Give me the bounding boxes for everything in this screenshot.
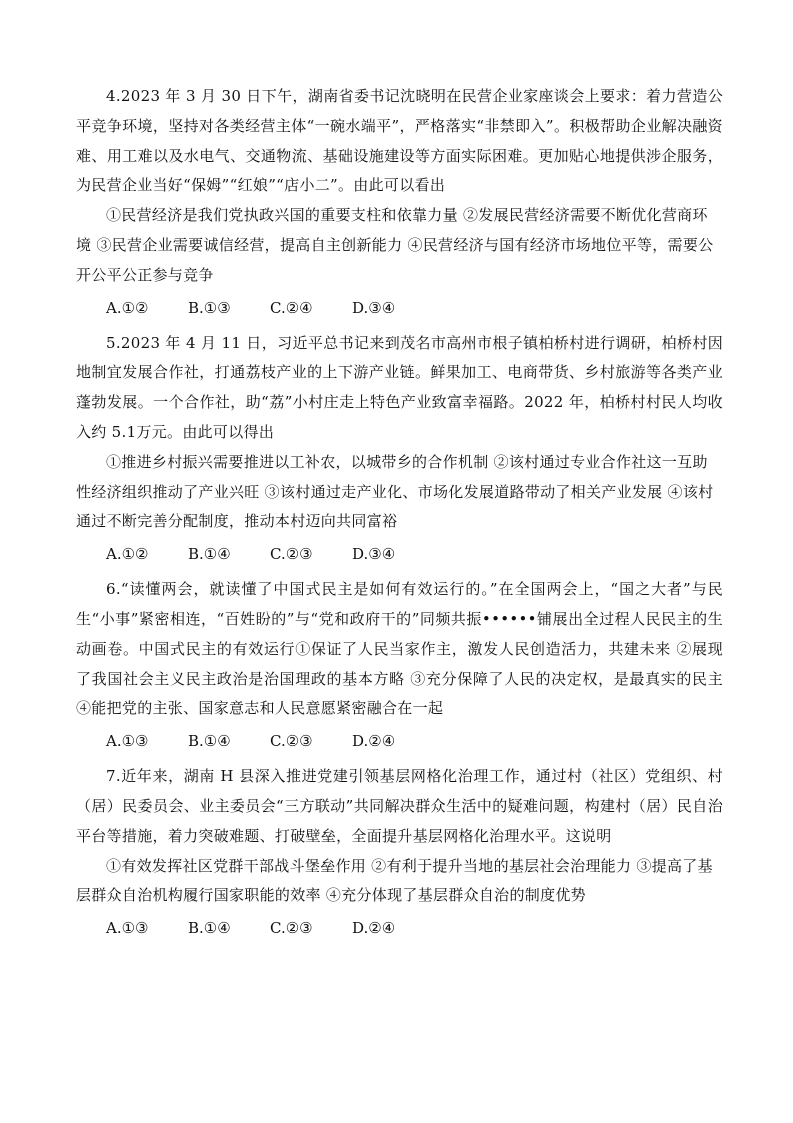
choice-a: A.①② (106, 545, 149, 564)
choice-a: A.①③ (106, 919, 149, 938)
choice-d: D.③④ (352, 545, 396, 564)
choice-c: C.②③ (270, 732, 313, 751)
question-5 (76, 329, 723, 570)
answer-choices (76, 726, 723, 756)
question-stem: 7.近年来，湖南 H 县深入推进党建引领基层网格化治理工作，通过村（社区）党组织、村（居）民委员会、业主委员会“三方联动”共同解决群众生活中的疑难问题，构建村（居）民自治平台等措施，着力突破难题、打破壁垒，全面提升基层网格化治理水平。这说明 (76, 767, 723, 845)
choice-c: C.②④ (270, 298, 313, 317)
choice-a: A.①② (106, 298, 149, 317)
question-stem: 6.“读懂两会，就读懂了中国式民主是如何有效运行的。”在全国两会上，“国之大者”与民生“小事”紧密相连，“百姓盼的”与“党和政府干的”同频共振••••••铺展出全过程人民民主的生动画卷。中国式民主的有效运行①保证了人民当家作主，激发人民创造活力，共建未来 ②展现了我国社会主义民主政治是治国理政的基本方略 ③充分保障了人民的决定权，是最真实的民主 ④能把党的主张、国家意志和人民意愿紧密融合在一起 (76, 580, 723, 718)
question-stem: 5.2023 年 4 月 11 日，习近平总书记来到茂名市高州市根子镇柏桥村进行调研，柏桥村因地制宜发展合作社，打通荔枝产业的上下游产业链。鲜果加工、电商带货、乡村旅游等各类产业蓬勃发展。一个合作社，助“荔”小村庄走上特色产业致富幸福路。2022 年，柏桥村村民人均收入约 5.1万元。由此可以得出 (76, 333, 723, 441)
answer-choices (76, 539, 723, 569)
choice-d: D.③④ (352, 298, 396, 317)
question-7 (76, 762, 723, 943)
question-stem: 4.2023 年 3 月 30 日下午，湖南省委书记沈晓明在民营企业家座谈会上要求：着力营造公平竞争环境，坚持对各类经营主体“一碗水端平”，严格落实“非禁即入”。积极帮助企业解决融资难、用工难以及水电气、交通物流、基础设施建设等方面实际困难。更加贴心地提供涉企服务，为民营企业当好“保姆”“红娘”“店小二”。由此可以看出 (76, 87, 723, 195)
answer-choices (76, 293, 723, 323)
question-6 (76, 575, 723, 756)
choice-d: D.②④ (352, 732, 396, 751)
choice-a: A.①③ (106, 732, 149, 751)
question-statements: ①推进乡村振兴需要推进以工补农，以城带乡的合作机制 ②该村通过专业合作社这一互助性经济组织推动了产业兴旺 ③该村通过走产业化、市场化发展道路带动了相关产业发展 ④该村通过不断完善分配制度，推动本村迈向共同富裕 (76, 452, 714, 531)
question-4 (76, 82, 723, 323)
answer-choices (76, 913, 723, 943)
choice-b: B.①③ (188, 298, 231, 317)
question-statements: ①民营经济是我们党执政兴国的重要支柱和依靠力量 ②发展民营经济需要不断优化营商环境 ③民营企业需要诚信经营，提高自主创新能力 ④民营经济与国有经济市场地位平等，需要公开公平公正参与竞争 (76, 206, 714, 284)
choice-d: D.②④ (352, 919, 396, 938)
choice-c: C.②③ (270, 545, 313, 564)
question-statements: ①有效发挥社区党群干部战斗堡垒作用 ②有利于提升当地的基层社会治理能力 ③提高了基层群众自治机构履行国家职能的效率 ④充分体现了基层群众自治的制度优势 (76, 856, 713, 905)
choice-c: C.②③ (270, 919, 313, 938)
choice-b: B.①④ (188, 545, 231, 564)
choice-b: B.①④ (188, 919, 231, 938)
choice-b: B.①④ (188, 732, 231, 751)
